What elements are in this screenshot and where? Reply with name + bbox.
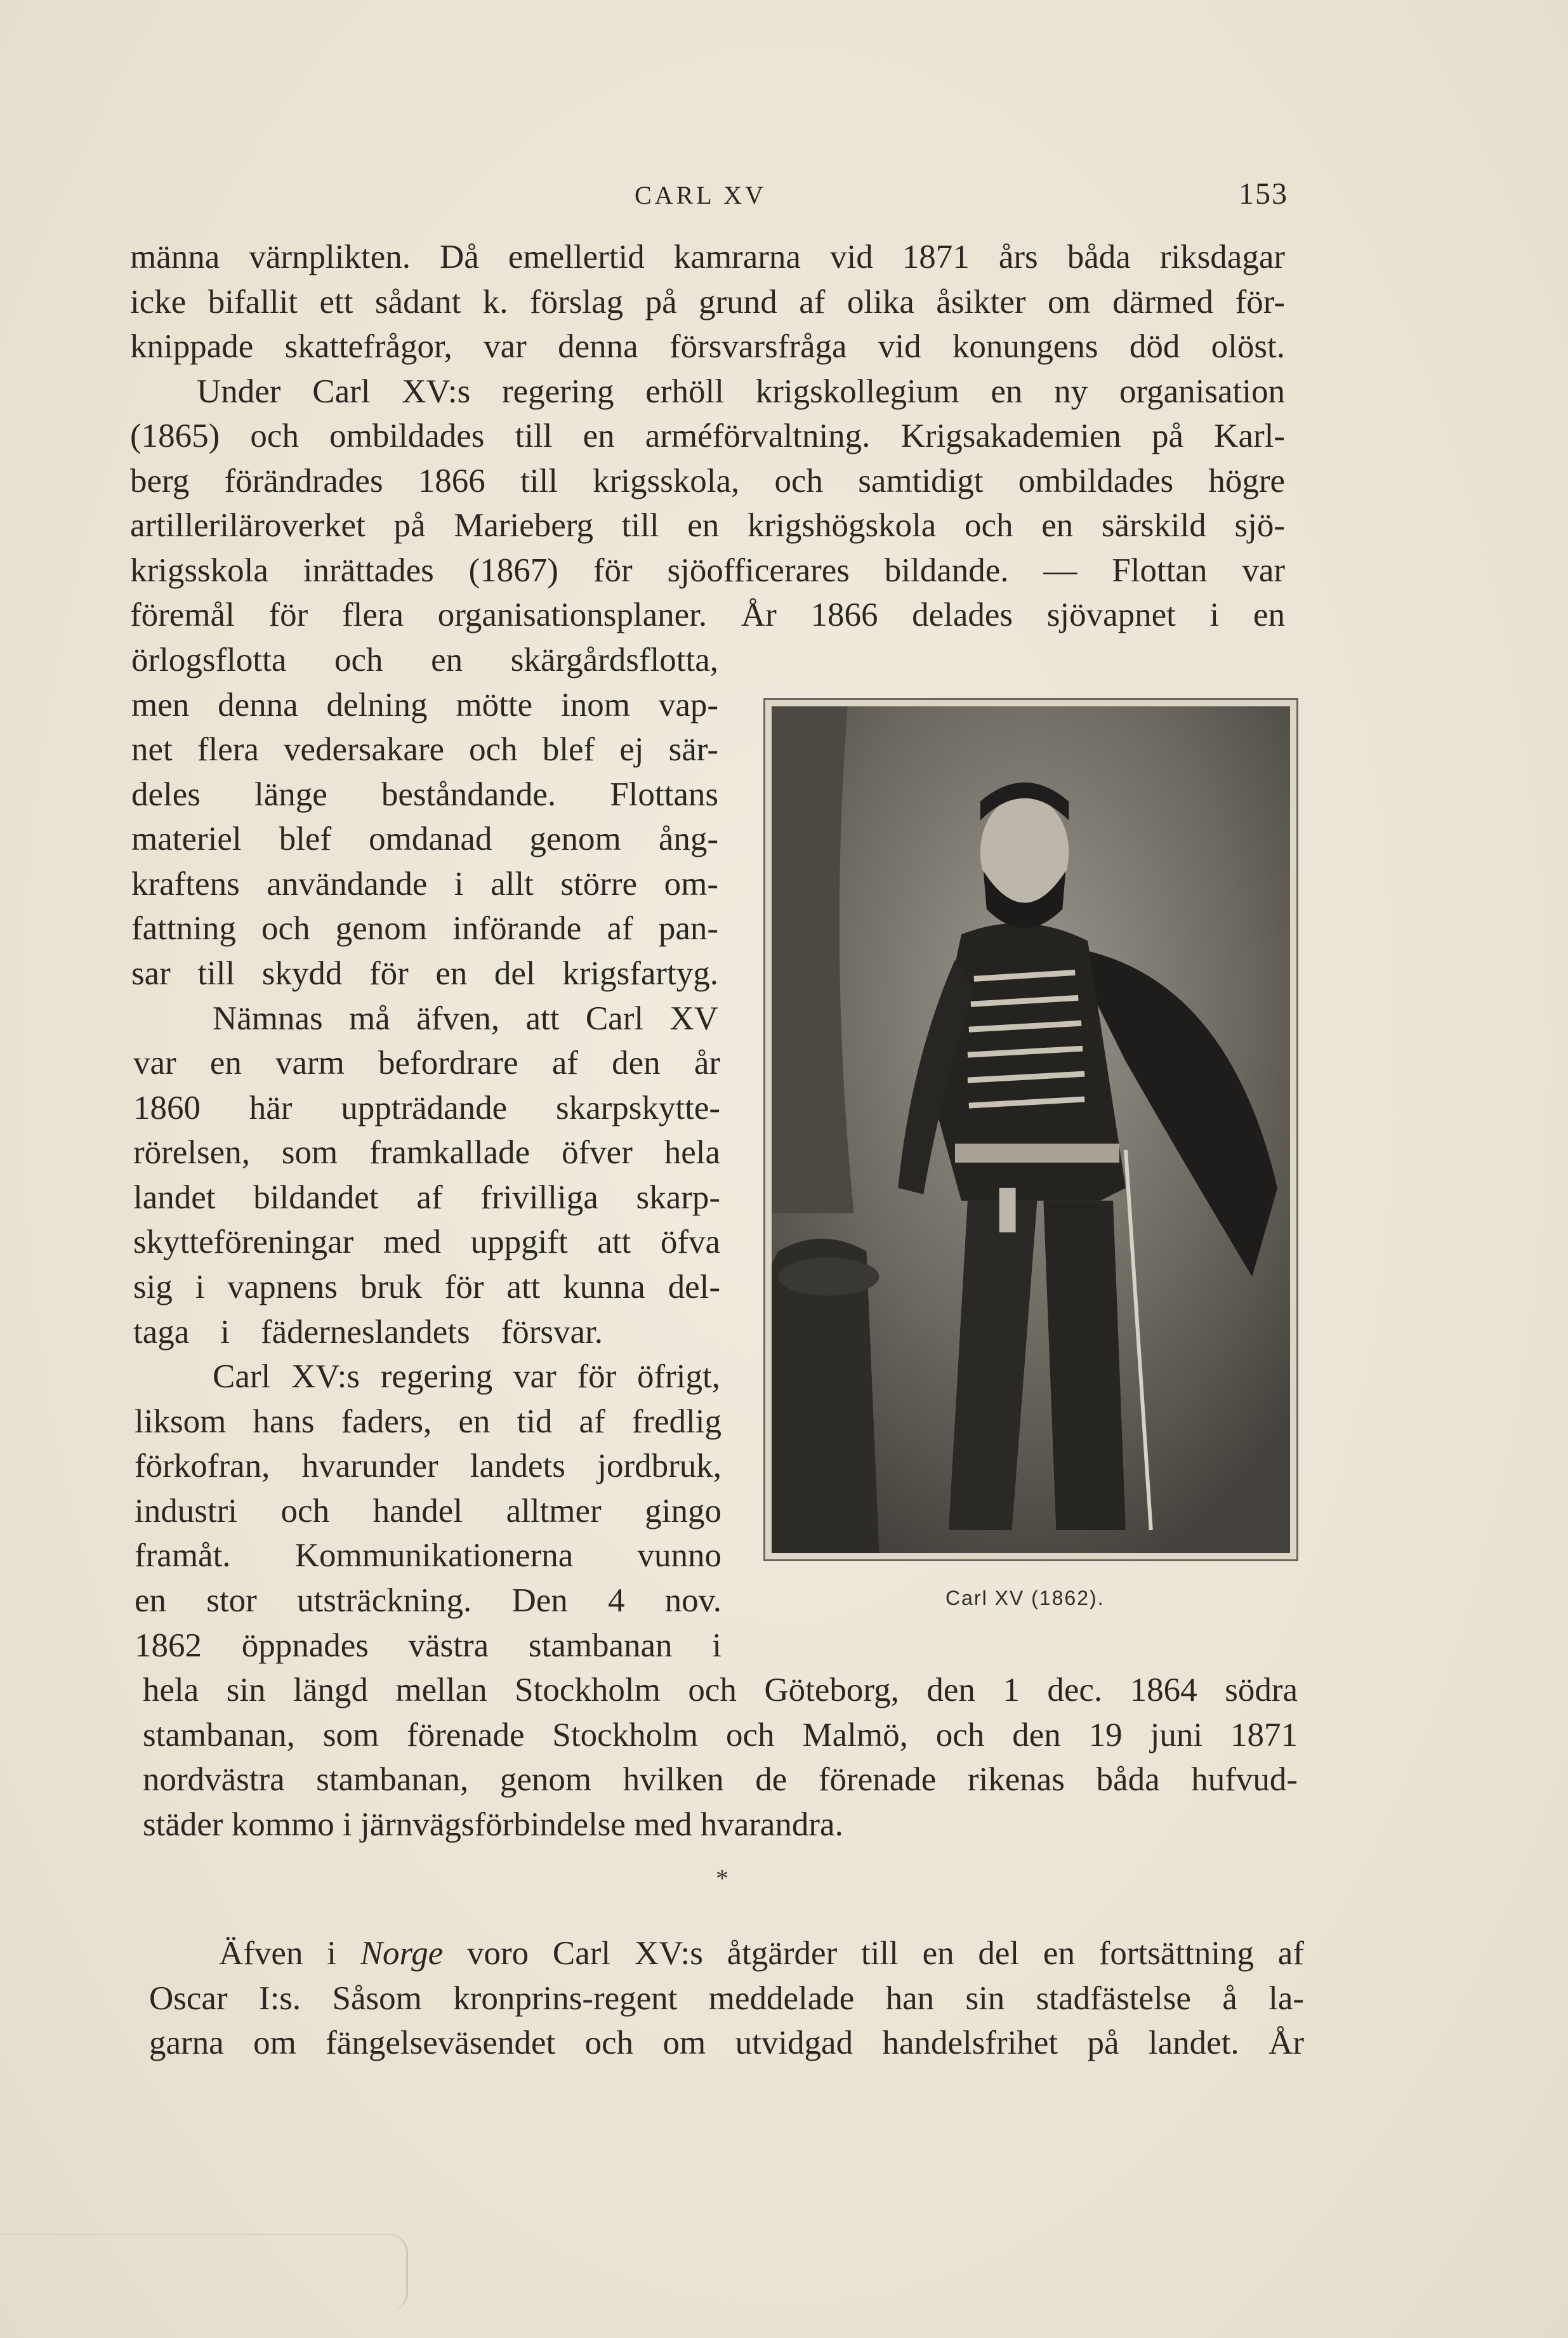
text-line: Carl XV:s regering var för öfrigt, (213, 1358, 720, 1395)
text-segment: voro Carl XV:s åtgärder till en del en fortsättning af (443, 1935, 1304, 1972)
text-line: krigsskola inrättades (1867) för sjöofficerares bildande. — Flottan var (130, 552, 1285, 589)
text-line: sig i vapnens bruk för att kunna del- (133, 1269, 720, 1305)
text-line: (1865) och ombildades till en arméförvaltning. Krigsakademien på Karl- (130, 418, 1285, 454)
portrait-figure (763, 698, 1298, 1561)
running-title: CARL XV (635, 181, 767, 209)
text-line: liksom hans faders, en tid af fredlig (135, 1403, 721, 1440)
text-segment: Äfven i (219, 1935, 360, 1972)
text-line: skytteföreningar med uppgift att öfva (133, 1224, 720, 1260)
text-line (219, 1934, 1304, 1972)
text-line: Under Carl XV:s regering erhöll krigskollegium en ny organisation (197, 373, 1285, 410)
text-line: föremål för flera organisationsplaner. År 1866 delades sjövapnet i en (130, 597, 1285, 633)
text-line: men denna delning mötte inom vap- (131, 687, 718, 723)
text-line: Oscar I:s. Såsom kronprins-regent meddelade han sin stadfästelse å la- (149, 1980, 1304, 2017)
text-line: kraftens användande i allt större om- (131, 866, 718, 902)
text-line: landet bildandet af frivilliga skarp- (133, 1179, 720, 1216)
text-line: stambanan, som förenade Stockholm och Malmö, och den 19 juni 1871 (143, 1717, 1298, 1753)
text-line: rörelsen, som framkallade öfver hela (133, 1134, 720, 1171)
text-line: icke bifallit ett sådant k. förslag på grund af olika åsikter om därmed för- (130, 284, 1285, 320)
text-line: artilleriläroverket på Marieberg till en krigshögskola och en särskild sjö- (130, 507, 1285, 544)
text-line: industri och handel alltmer gingo (135, 1493, 721, 1529)
text-line: nordvästra stambanan, genom hvilken de förenade rikenas båda hufvud- (143, 1761, 1298, 1798)
text-line: männa värnplikten. Då emellertid kamrarna vid 1871 års båda riksdagar (130, 239, 1285, 275)
section-separator: * (716, 1864, 728, 1892)
text-line: sar till skydd för en del krigsfartyg. (131, 955, 718, 992)
page-number: 153 (1239, 177, 1288, 211)
portrait-illustration (772, 706, 1290, 1553)
text-line: en stor utsträckning. Den 4 nov. (135, 1582, 721, 1619)
text-line: 1860 här uppträdande skarpskytte- (133, 1090, 720, 1126)
text-line: 1862 öppnades västra stambanan i (135, 1627, 721, 1664)
italic-place-name: Norge (360, 1935, 444, 1972)
text-line: berg förändrades 1866 till krigsskola, och samtidigt ombildades högre (130, 463, 1285, 499)
figure-caption: Carl XV (1862). (945, 1587, 1105, 1609)
text-line: örlogsflotta och en skärgårdsflotta, (131, 642, 718, 678)
text-line: Nämnas må äfven, att Carl XV (213, 1000, 718, 1037)
text-line: deles länge beståndande. Flottans (131, 776, 718, 813)
portrait-photo (772, 706, 1290, 1553)
text-line: förkofran, hvarunder landets jordbruk, (135, 1448, 721, 1484)
text-line: var en varm befordrare af den år (133, 1045, 720, 1081)
text-line: taga i fäderneslandets försvar. (133, 1314, 603, 1351)
page-header (635, 176, 1301, 215)
text-line: materiel blef omdanad genom ång- (131, 821, 718, 857)
text-line: städer kommo i järnvägsförbindelse med hvarandra. (143, 1806, 843, 1843)
text-line: fattning och genom införande af pan- (131, 910, 718, 947)
text-line: framåt. Kommunikationerna vunno (135, 1537, 721, 1574)
text-line: hela sin längd mellan Stockholm och Göteborg, den 1 dec. 1864 södra (143, 1672, 1298, 1708)
text-line: net flera vedersakare och blef ej sär- (131, 731, 718, 768)
text-line: garna om fängelseväsendet och om utvidgad handelsfrihet på landet. År (149, 2024, 1304, 2061)
page-edge-shadow (0, 2234, 408, 2311)
text-line: knippade skattefrågor, var denna försvarsfråga vid konungens död olöst. (130, 328, 1285, 365)
